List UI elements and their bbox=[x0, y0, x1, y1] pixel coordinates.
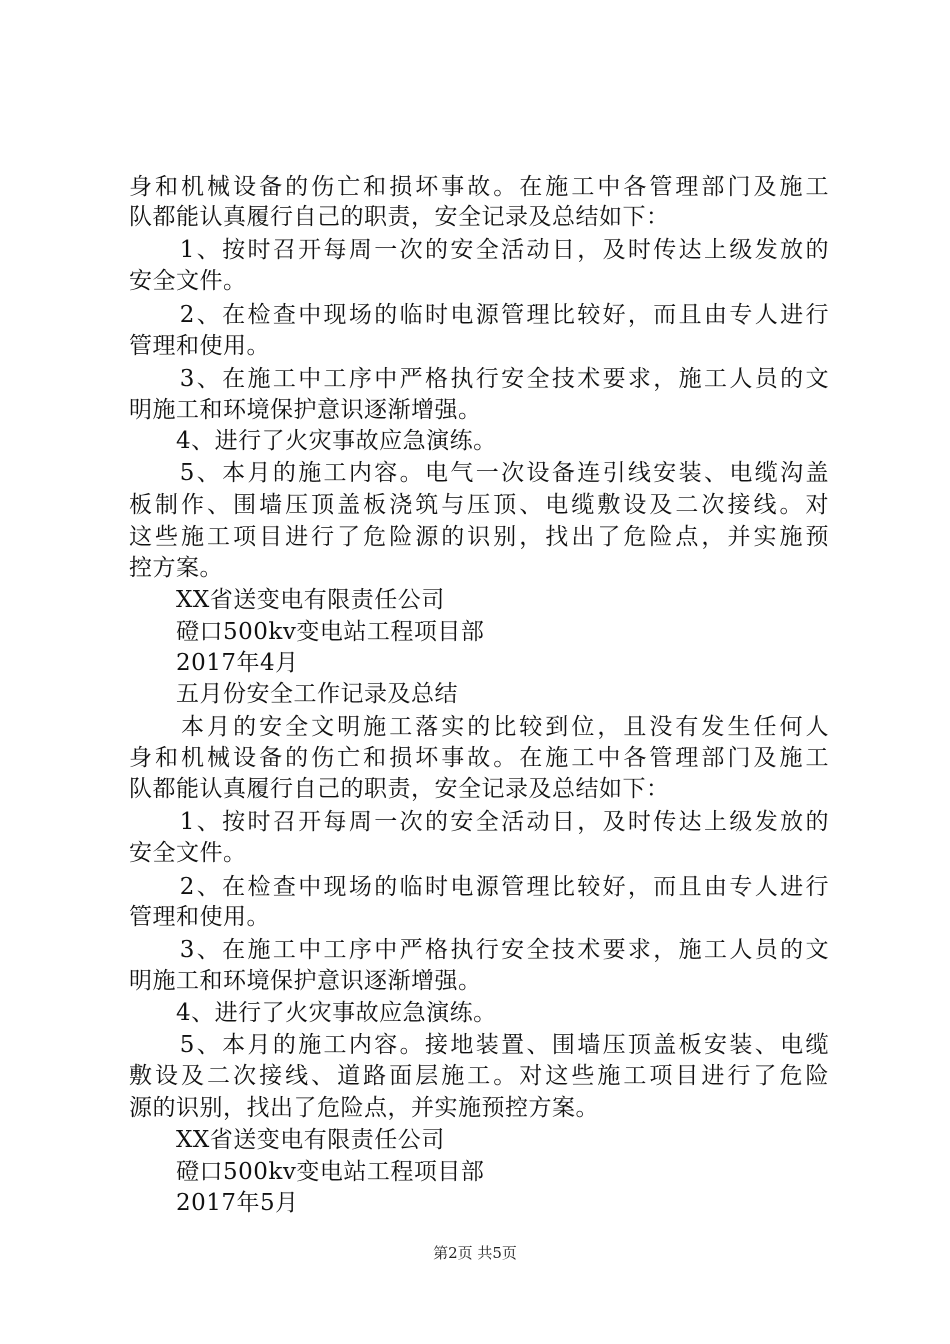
text-line: 队都能认真履行自己的职责，安全记录及总结如下： bbox=[129, 776, 670, 802]
text-line: 身和机械设备的伤亡和损坏事故。在施工中各管理部门及施工 bbox=[129, 745, 829, 771]
text-line: 控方案。 bbox=[129, 555, 223, 581]
document-date: 2017年4月 bbox=[129, 650, 299, 676]
text-line: 4、进行了火灾事故应急演练。 bbox=[129, 428, 497, 454]
text-line: 敷设及二次接线、道路面层施工。对这些施工项目进行了危险 bbox=[129, 1063, 829, 1089]
text-line: 1、按时召开每周一次的安全活动日，及时传达上级发放的 bbox=[129, 237, 829, 263]
text-line: 2、在检查中现场的临时电源管理比较好，而且由专人进行 bbox=[129, 302, 829, 328]
text-line: 队都能认真履行自己的职责，安全记录及总结如下： bbox=[129, 204, 670, 230]
text-line: 身和机械设备的伤亡和损坏事故。在施工中各管理部门及施工 bbox=[129, 174, 829, 200]
text-line: 4、进行了火灾事故应急演练。 bbox=[129, 1000, 497, 1026]
text-line: 这些施工项目进行了危险源的识别，找出了危险点，并实施预 bbox=[129, 524, 829, 550]
text-line: 安全文件。 bbox=[129, 268, 247, 294]
project-department: 磴口500kv变电站工程项目部 bbox=[129, 1159, 485, 1185]
text-line: 明施工和环境保护意识逐渐增强。 bbox=[129, 397, 482, 423]
text-line: 管理和使用。 bbox=[129, 333, 270, 359]
section-title: 五月份安全工作记录及总结 bbox=[129, 681, 458, 707]
text-line: 1、按时召开每周一次的安全活动日，及时传达上级发放的 bbox=[129, 809, 829, 835]
text-line: 管理和使用。 bbox=[129, 904, 270, 930]
text-line: 5、本月的施工内容。电气一次设备连引线安装、电缆沟盖 bbox=[129, 460, 829, 486]
text-line: 安全文件。 bbox=[129, 840, 247, 866]
text-line: 板制作、围墙压顶盖板浇筑与压顶、电缆敷设及二次接线。对 bbox=[129, 492, 829, 518]
text-line: 源的识别，找出了危险点，并实施预控方案。 bbox=[129, 1095, 599, 1121]
text-line: 本月的安全文明施工落实的比较到位，且没有发生任何人 bbox=[129, 714, 829, 740]
project-department: 磴口500kv变电站工程项目部 bbox=[129, 619, 485, 645]
company-name: XX省送变电有限责任公司 bbox=[129, 587, 445, 613]
text-line: 3、在施工中工序中严格执行安全技术要求，施工人员的文 bbox=[129, 366, 829, 392]
page-footer: 第2页 共5页 bbox=[433, 1244, 517, 1262]
text-line: 2、在检查中现场的临时电源管理比较好，而且由专人进行 bbox=[129, 874, 829, 900]
text-line: 明施工和环境保护意识逐渐增强。 bbox=[129, 968, 482, 994]
company-name: XX省送变电有限责任公司 bbox=[129, 1127, 445, 1153]
text-line: 3、在施工中工序中严格执行安全技术要求，施工人员的文 bbox=[129, 937, 829, 963]
document-date: 2017年5月 bbox=[129, 1190, 299, 1216]
text-line: 5、本月的施工内容。接地装置、围墙压顶盖板安装、电缆 bbox=[129, 1032, 829, 1058]
